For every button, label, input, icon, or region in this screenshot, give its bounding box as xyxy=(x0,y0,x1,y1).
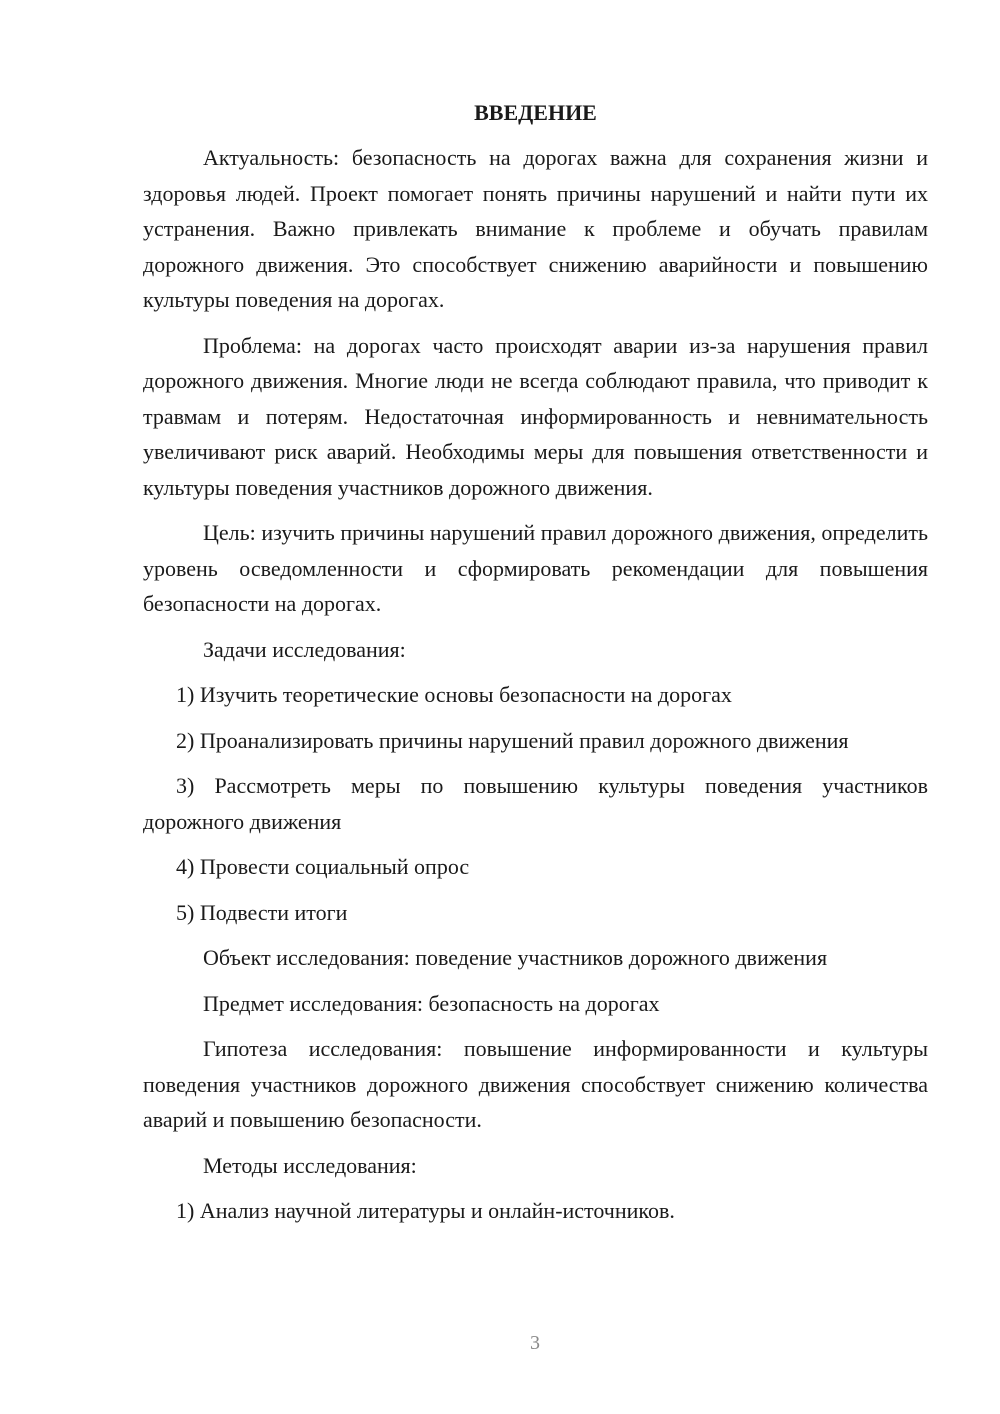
task-item-4: 4) Провести социальный опрос xyxy=(176,854,470,879)
goal-paragraph: Цель: изучить причины нарушений правил дорожного движения, определить уровень осведомленности и сформировать рекомендации для повышения безопасности на дорогах. xyxy=(143,520,928,616)
page-content xyxy=(143,95,928,1239)
problem-paragraph: Проблема: на дорогах часто происходят аварии из-за нарушения правил дорожного движения. Многие люди не всегда соблюдают правила, что приводит к травмам и потерям. Недостаточная информированность и невнимательность увеличивают риск аварий. Необходимы меры для повышения ответственности и культуры поведения участников дорожного движения. xyxy=(143,332,928,500)
section-heading: ВВЕДЕНИЕ xyxy=(474,100,597,125)
hypothesis-paragraph: Гипотеза исследования: повышение информированности и культуры поведения участников дорожного движения способствует снижению количества аварий и повышению безопасности. xyxy=(143,1036,928,1132)
methods-label: Методы исследования: xyxy=(203,1152,417,1178)
subject-paragraph: Предмет исследования: безопасность на дорогах xyxy=(203,990,660,1016)
relevance-paragraph: Актуальность: безопасность на дорогах важна для сохранения жизни и здоровья людей. Проект помогает понять причины нарушений и найти пути их устранения. Важно привлекать внимание к проблеме и обучать правилам дорожного движения. Это способствует снижению аварийности и повышению культуры поведения на дорогах. xyxy=(143,145,928,312)
page-number: 3 xyxy=(530,1332,540,1354)
task-item-5: 5) Подвести итоги xyxy=(176,899,348,925)
task-item-3: 3) Рассмотреть меры по повышению культуры поведения участников дорожного движения xyxy=(143,773,928,834)
object-paragraph: Объект исследования: поведение участников дорожного движения xyxy=(203,945,828,970)
task-item-2: 2) Проанализировать причины нарушений правил дорожного движения xyxy=(176,727,849,753)
method-item-1: 1) Анализ научной литературы и онлайн-источников. xyxy=(176,1198,675,1223)
tasks-label: Задачи исследования: xyxy=(203,636,406,662)
task-item-1: 1) Изучить теоретические основы безопасности на дорогах xyxy=(176,682,732,707)
